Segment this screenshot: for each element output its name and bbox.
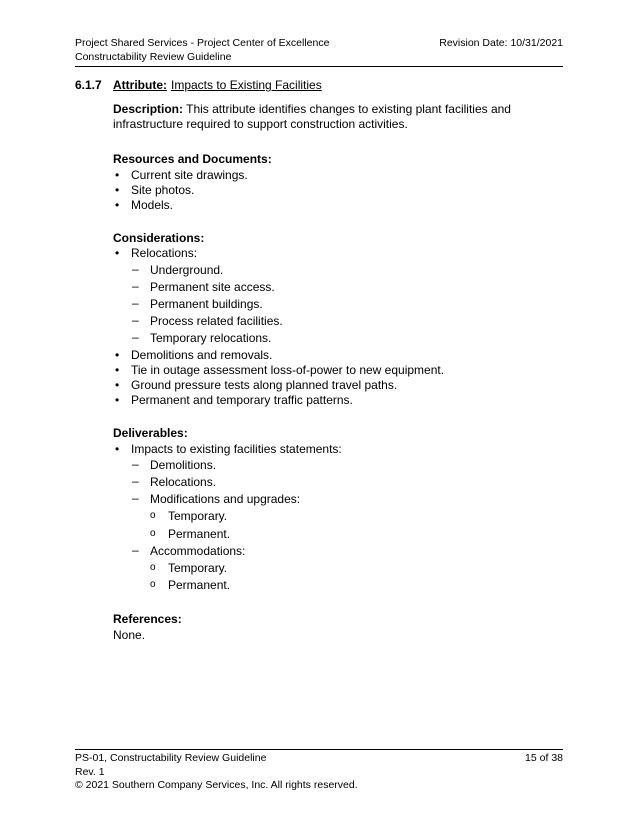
bullet-marker: •: [115, 378, 120, 393]
circle-marker: o: [150, 562, 156, 574]
dash-marker: –: [132, 542, 139, 557]
list-item-text: Models.: [131, 198, 174, 213]
deliverables-list: [113, 442, 553, 595]
references-heading: References:: [113, 612, 182, 627]
sub-sub-list-item: [113, 526, 553, 543]
list-item-text: Demolitions.: [150, 457, 217, 472]
footer-document-id: PS-01, Constructability Review Guideline: [75, 752, 267, 764]
sub-list-item: [113, 457, 553, 474]
bullet-marker: •: [115, 182, 120, 197]
attribute-label: Attribute:: [113, 78, 167, 92]
footer-row: [75, 752, 563, 766]
list-item-text: Modifications and upgrades:: [150, 492, 301, 507]
list-item-text: Relocations:: [131, 246, 198, 261]
bullet-marker: •: [115, 167, 120, 182]
sub-sub-list-item: [113, 577, 553, 594]
list-item-text: Site photos.: [131, 182, 195, 197]
sub-list-item: [113, 330, 553, 347]
dash-marker: –: [132, 296, 139, 311]
list-item: [113, 378, 553, 393]
considerations-list: [113, 246, 553, 408]
dash-marker: –: [132, 330, 139, 345]
list-item: [113, 198, 553, 213]
footer-copyright: © 2021 Southern Company Services, Inc. All rights reserved.: [75, 779, 358, 791]
list-item-text: Permanent site access.: [150, 279, 275, 294]
bullet-marker: •: [115, 393, 120, 408]
list-item: [113, 393, 553, 408]
description-label: Description:: [113, 102, 184, 116]
considerations-heading: Considerations:: [113, 231, 205, 246]
bullet-marker: •: [115, 198, 120, 213]
bullet-marker: •: [115, 362, 120, 377]
resources-list: [113, 168, 553, 214]
sub-list-item: [113, 543, 553, 560]
circle-marker: o: [150, 527, 156, 539]
resources-heading: Resources and Documents:: [113, 152, 272, 167]
list-item-text: Accommodations:: [150, 543, 246, 558]
list-item: [113, 246, 553, 261]
dash-marker: –: [132, 491, 139, 506]
list-item-text: Current site drawings.: [131, 167, 248, 182]
header-row: [75, 36, 563, 50]
list-item: [113, 442, 553, 457]
description-paragraph: [113, 102, 553, 132]
list-item-text: Temporary.: [168, 561, 228, 576]
list-item-text: Permanent and temporary traffic patterns.: [131, 393, 353, 408]
list-item-text: Permanent buildings.: [150, 297, 263, 312]
sub-list-item: [113, 474, 553, 491]
dash-marker: –: [132, 313, 139, 328]
sub-sub-list-item: [113, 560, 553, 577]
list-item: [113, 183, 553, 198]
list-item-text: Process related facilities.: [150, 314, 283, 329]
section-title: Impacts to Existing Facilities: [171, 78, 322, 92]
dash-marker: –: [132, 474, 139, 489]
header-document-title: Constructability Review Guideline: [75, 51, 232, 63]
list-item-text: Tie in outage assessment loss-of-power to new equipment.: [131, 362, 445, 377]
footer-page-number: 15 of 38: [525, 752, 563, 764]
list-item-text: Temporary.: [168, 509, 228, 524]
sub-list-item: [113, 262, 553, 279]
dash-marker: –: [132, 456, 139, 471]
list-item: [113, 348, 553, 363]
list-item: [113, 168, 553, 183]
bullet-marker: •: [115, 246, 120, 261]
sub-list-item: [113, 491, 553, 508]
page-footer: [75, 749, 563, 793]
sub-sub-list-item: [113, 508, 553, 525]
header-department: Project Shared Services - Project Center of Excellence: [75, 37, 330, 49]
circle-marker: o: [150, 510, 156, 522]
description-text: This attribute identifies changes to existing plant facilities and infrastructure required to support construction activities.: [113, 102, 511, 132]
sub-list-item: [113, 296, 553, 313]
list-item-text: Demolitions and removals.: [131, 347, 273, 362]
list-item-text: Temporary relocations.: [150, 331, 272, 346]
deliverables-heading: Deliverables:: [113, 426, 188, 441]
list-item-text: Impacts to existing facilities statements:: [131, 441, 342, 456]
list-item-text: Underground.: [150, 262, 224, 277]
sub-list-item: [113, 313, 553, 330]
footer-revision: Rev. 1: [75, 765, 105, 778]
bullet-marker: •: [115, 441, 120, 456]
bullet-marker: •: [115, 347, 120, 362]
list-item-text: Permanent.: [168, 578, 231, 593]
header-revision-date: Revision Date: 10/31/2021: [439, 37, 563, 49]
list-item-text: Permanent.: [168, 526, 231, 541]
document-body: [113, 102, 553, 643]
list-item: [113, 363, 553, 378]
list-item-text: Relocations.: [150, 475, 217, 490]
sub-list-item: [113, 279, 553, 296]
dash-marker: –: [132, 278, 139, 293]
section-heading: [75, 78, 563, 92]
dash-marker: –: [132, 261, 139, 276]
page-header: [75, 36, 563, 67]
circle-marker: o: [150, 579, 156, 591]
references-text: None.: [113, 627, 146, 642]
list-item-text: Ground pressure tests along planned travel paths.: [131, 378, 398, 393]
section-number: 6.1.7: [75, 78, 102, 92]
